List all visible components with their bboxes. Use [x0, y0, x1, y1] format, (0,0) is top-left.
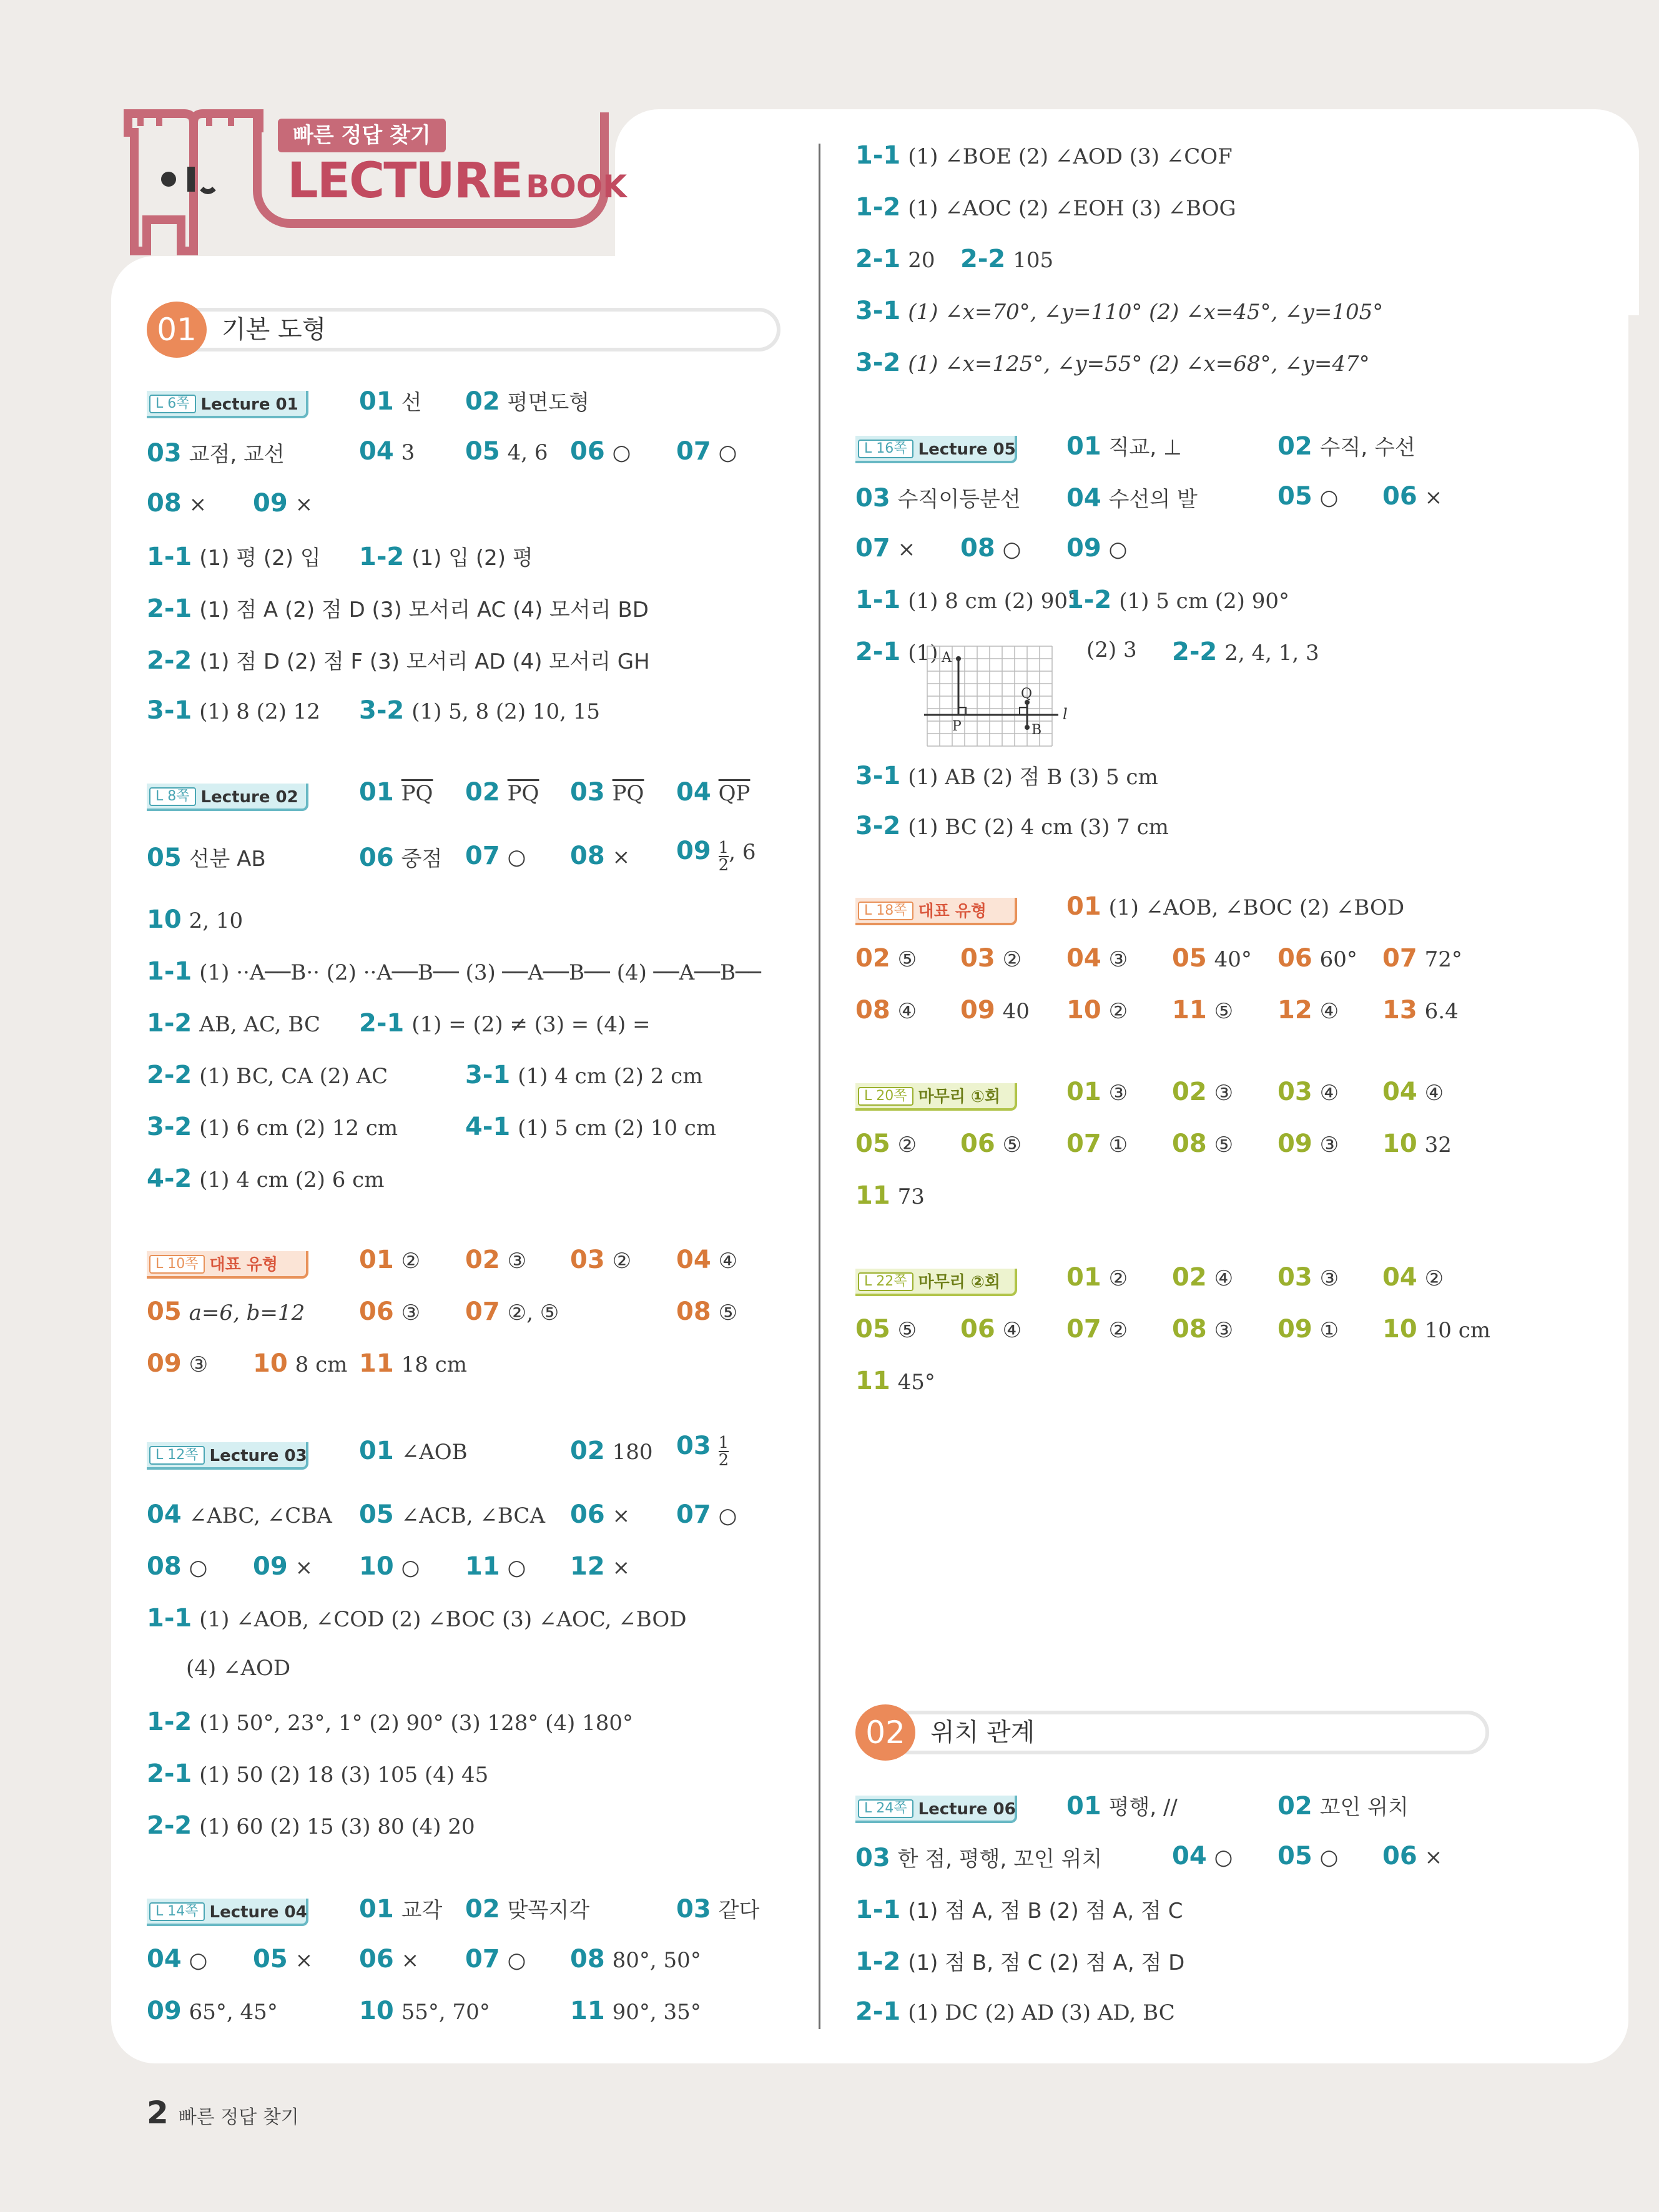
answer-item: 2-1 (1) = (2) ≠ (3) = (4) =: [359, 1009, 651, 1038]
answer-item: 05 40°: [1172, 944, 1252, 973]
answer-item: 09 ③: [147, 1349, 209, 1378]
answer-item: 01 평행, //: [1066, 1792, 1178, 1821]
answer-item: 01 (1) ∠AOB, ∠BOC (2) ∠BOD: [1066, 892, 1405, 921]
answer-item: 10 32: [1382, 1129, 1452, 1158]
answer-item: 1-2 (1) 점 B, 점 C (2) 점 A, 점 D: [855, 1947, 1185, 1976]
lecture-03-tag: [147, 1442, 308, 1470]
answer-item: 05 선분 AB: [147, 843, 266, 872]
answer-item: 08 ④: [855, 996, 917, 1025]
answer-item: 10 55°, 70°: [359, 1997, 490, 2025]
answer-item: 01 ③: [1066, 1078, 1128, 1106]
answer-item: 06 ○: [570, 437, 631, 466]
answer-item: 05 ⑤: [855, 1315, 917, 1344]
answer-item: 4-2 (1) 4 cm (2) 6 cm: [147, 1164, 385, 1193]
answer-item: 08 ○: [960, 534, 1021, 563]
answer-item: 4-1 (1) 5 cm (2) 10 cm: [465, 1113, 717, 1141]
answer-item: 2-1 (1): [855, 637, 938, 666]
lecture-06-tag: [855, 1796, 1017, 1823]
answer-item: 09 40: [960, 996, 1030, 1025]
answer-item: 08 ○: [147, 1552, 208, 1581]
answer-item: 05 ○: [1277, 1842, 1339, 1870]
page-ref: L 16쪽: [858, 440, 913, 458]
answer-item: 05 ×: [253, 1945, 313, 1974]
answer-item: 03 한 점, 평행, 꼬인 위치: [855, 1844, 1103, 1872]
answer-item: 10 2, 10: [147, 905, 244, 934]
answer-item: 3-2 (1) BC (2) 4 cm (3) 7 cm: [855, 812, 1169, 840]
answer-item: 01 ②: [359, 1246, 421, 1274]
answer-item: 09 ③: [1277, 1129, 1339, 1158]
answer-item: (4) ∠AOD: [186, 1656, 291, 1681]
tag-label: 대표 유형: [209, 1256, 278, 1274]
tag-label: 마무리 ②회: [918, 1273, 1001, 1292]
page-ref: L 6쪽: [149, 395, 196, 413]
answer-item: 04 ②: [1382, 1263, 1444, 1292]
answer-item: 07 ①: [1066, 1129, 1128, 1158]
answer-item: 3-2 (1) 6 cm (2) 12 cm: [147, 1113, 398, 1141]
answer-item: 02 ③: [465, 1246, 527, 1274]
book-mascot-icon: [122, 107, 265, 257]
answer-item: 04 ∠ABC, ∠CBA: [147, 1500, 332, 1529]
page-ref: L 14쪽: [149, 1902, 205, 1921]
tag-label: Lecture 06: [918, 1800, 1016, 1819]
answer-item: 07 ×: [855, 534, 916, 563]
answer-item: 10 ○: [359, 1552, 420, 1581]
answer-item: 06 ×: [570, 1500, 631, 1529]
answer-item: 13 6.4: [1382, 996, 1459, 1025]
answer-item: 1-1 (1) 8 cm (2) 90°: [855, 586, 1078, 614]
chapter-title: 기본 도형: [222, 315, 327, 344]
answer-item: 03 교점, 교선: [147, 439, 285, 468]
answer-item: 2-2 105: [960, 245, 1054, 273]
tag-label: Lecture 01: [200, 395, 298, 414]
lecture-01-tag: [147, 391, 308, 418]
answer-item: 08 ⑤: [1172, 1129, 1234, 1158]
answer-item: 01 선: [359, 387, 422, 416]
lecture-05-tag: [855, 436, 1017, 463]
answer-item: 1-1 (1) 평 (2) 입: [147, 543, 321, 571]
chapter-02-heading: [855, 1704, 1489, 1761]
answer-item: 2-2 (1) 60 (2) 15 (3) 80 (4) 20: [147, 1811, 475, 1840]
tag-label: 대표 유형: [918, 902, 987, 921]
page-ref: L 20쪽: [858, 1087, 913, 1106]
answer-item: 02 맞꼭지각: [465, 1895, 590, 1924]
grid-diagram: [924, 643, 1080, 752]
fraction: $\frac{1}{2}$: [718, 838, 729, 875]
answer-item: 04 $\overline{QP}$: [676, 778, 751, 807]
answer-item: 06 ⑤: [960, 1129, 1022, 1158]
answer-item: 11 ○: [465, 1552, 526, 1581]
answer-item: 03 ③: [1277, 1263, 1339, 1292]
logo-title-sub: BOOK: [526, 169, 627, 205]
answer-item: 11 ⑤: [1172, 996, 1234, 1025]
answer-item: 03 수직이등분선: [855, 484, 1021, 513]
review-1-tag: [855, 1083, 1017, 1111]
chapter-number: 02: [855, 1704, 915, 1761]
answer-item: 2-1 (1) DC (2) AD (3) AD, BC: [855, 1997, 1175, 2026]
answer-item: 02 수직, 수선: [1277, 432, 1415, 461]
answer-item: 07 ○: [465, 1945, 526, 1974]
tag-label: Lecture 05: [918, 440, 1016, 459]
answer-item: 1-1 (1) ··A──B·· (2) ··A──B── (3) ──A──B── (4) ──A──B──: [147, 957, 762, 986]
answer-item: 11 73: [855, 1181, 925, 1210]
chapter-01-heading: [147, 302, 780, 358]
page-ref: L 24쪽: [858, 1799, 913, 1818]
answer-item: 07 ②, ⑤: [465, 1297, 559, 1326]
answer-item: 3-1 (1) ∠x=70°, ∠y=110° (2) ∠x=45°, ∠y=105°: [855, 297, 1384, 325]
answer-item: 11 18 cm: [359, 1349, 468, 1378]
answer-item: 04 ○: [1172, 1842, 1233, 1870]
answer-item: 1-2 (1) 50°, 23°, 1° (2) 90° (3) 128° (4) 180°: [147, 1708, 634, 1736]
answer-item: 2-1 (1) 점 A (2) 점 D (3) 모서리 AC (4) 모서리 BD: [147, 594, 649, 623]
answer-item: 10 ②: [1066, 996, 1128, 1025]
answer-item: 1-1 (1) ∠BOE (2) ∠AOD (3) ∠COF: [855, 141, 1233, 170]
answer-item: 06 ×: [1382, 1842, 1443, 1870]
point-q-label: Q: [1021, 686, 1033, 702]
logo-title-main: LECTURE: [287, 153, 523, 209]
answer-item: 04 ③: [1066, 944, 1128, 973]
answer-item: 07 ②: [1066, 1315, 1128, 1344]
answer-item: 3-2 (1) ∠x=125°, ∠y=55° (2) ∠x=68°, ∠y=47°: [855, 348, 1370, 377]
page-ref: L 8쪽: [149, 787, 196, 806]
answer-item: 09 ×: [253, 489, 313, 518]
answer-item: 10 10 cm: [1382, 1315, 1491, 1344]
answer-item: 02 ③: [1172, 1078, 1234, 1106]
answer-item: 08 80°, 50°: [570, 1945, 701, 1974]
answer-item: 2-1 20: [855, 245, 935, 273]
answer-item: 12 ×: [570, 1552, 631, 1581]
answer-item: 08 ③: [1172, 1315, 1234, 1344]
answer-item: 01 ②: [1066, 1263, 1128, 1292]
answer-item: 01 교각: [359, 1895, 443, 1924]
answer-item: 05 a=6, b=12: [147, 1297, 305, 1326]
column-divider: [819, 144, 820, 2029]
answer-item: 3-2 (1) 5, 8 (2) 10, 15: [359, 696, 601, 725]
tag-label: 마무리 ①회: [918, 1088, 1001, 1106]
answer-item: 1-2 (1) 입 (2) 평: [359, 543, 533, 571]
answer-item: 09 ①: [1277, 1315, 1339, 1344]
answer-item: 05 ②: [855, 1129, 917, 1158]
page-ref: L 22쪽: [858, 1272, 913, 1291]
answer-item: 06 60°: [1277, 944, 1357, 973]
point-p-label: P: [952, 719, 962, 734]
representative-18-tag: [855, 898, 1017, 925]
page-ref: L 10쪽: [149, 1255, 205, 1274]
answer-item: 08 ×: [570, 842, 631, 870]
fraction: $\frac{1}{2}$: [718, 1433, 729, 1470]
answer-item: 1-1 (1) 점 A, 점 B (2) 점 A, 점 C: [855, 1895, 1183, 1924]
page-ref: L 12쪽: [149, 1446, 205, 1465]
answer-item: 07 ○: [676, 1500, 737, 1529]
answer-item: 06 ×: [359, 1945, 420, 1974]
answer-item: 09 ○: [1066, 534, 1128, 563]
answer-item: 07 ○: [465, 842, 526, 870]
page-footer: [147, 2095, 299, 2131]
answer-item: 04 ④: [1382, 1078, 1444, 1106]
answer-item: 02 ④: [1172, 1263, 1234, 1292]
logo-tag: 빠른 정답 찾기: [278, 119, 446, 152]
answer-item: 02 180: [570, 1437, 653, 1465]
lecture-04-tag: [147, 1899, 308, 1926]
answer-item: 01 $\overline{PQ}$: [359, 778, 433, 807]
answer-item: 09 ×: [253, 1552, 313, 1581]
answer-item: 11 45°: [855, 1367, 935, 1395]
tag-label: Lecture 03: [209, 1447, 307, 1465]
answer-item: 10 8 cm: [253, 1349, 348, 1378]
answer-item: (2) 3: [1086, 637, 1137, 662]
answer-item: 03 ②: [960, 944, 1022, 973]
answer-item: 3-1 (1) 8 (2) 12: [147, 696, 320, 725]
answer-item: 05 ∠ACB, ∠BCA: [359, 1500, 546, 1529]
answer-item: 04 수선의 발: [1066, 484, 1198, 513]
answer-item: 06 ×: [1382, 482, 1443, 511]
answer-item: 09 $\frac{1}{2}$ , 6: [676, 837, 756, 875]
answer-item: 06 ④: [960, 1315, 1022, 1344]
answer-item: 06 중점: [359, 843, 443, 872]
answer-item: 04 ○: [147, 1945, 208, 1974]
answer-item: 1-2 (1) ∠AOC (2) ∠EOH (3) ∠BOG: [855, 193, 1236, 222]
point-b-label: B: [1031, 722, 1042, 738]
answer-item: 1-2 AB, AC, BC: [147, 1009, 321, 1038]
answer-item: 01 직교, ⊥: [1066, 432, 1182, 461]
answer-item: 3-1 (1) 4 cm (2) 2 cm: [465, 1061, 703, 1089]
answer-item: 2-2 2, 4, 1, 3: [1172, 637, 1319, 666]
answer-item: 07 72°: [1382, 944, 1462, 973]
line-l-label: l: [1063, 705, 1068, 723]
answer-item: 03 ④: [1277, 1078, 1339, 1106]
answer-item: 05 ○: [1277, 482, 1339, 511]
answer-item: 11 90°, 35°: [570, 1997, 701, 2025]
representative-10-tag: [147, 1251, 308, 1279]
answer-item: 3-1 (1) AB (2) 점 B (3) 5 cm: [855, 762, 1158, 790]
answer-item: 05 4, 6: [465, 437, 548, 466]
answer-item: 2-2 (1) BC, CA (2) AC: [147, 1061, 388, 1089]
answer-item: 03 ②: [570, 1246, 632, 1274]
answer-item: 1-2 (1) 5 cm (2) 90°: [1066, 586, 1289, 614]
answer-item: 04 ④: [676, 1246, 738, 1274]
answer-item: 02 $\overline{PQ}$: [465, 778, 539, 807]
answer-item: 2-1 (1) 50 (2) 18 (3) 105 (4) 45: [147, 1759, 489, 1788]
point-a-label: A: [942, 650, 952, 666]
lecture-02-tag: [147, 784, 308, 811]
chapter-title: 위치 관계: [930, 1718, 1035, 1747]
answer-item: 01 ∠AOB: [359, 1437, 468, 1465]
answer-item: 03 $\overline{PQ}$: [570, 778, 644, 807]
footer-title: 빠른 정답 찾기: [178, 2106, 299, 2128]
tag-label: Lecture 02: [200, 788, 298, 807]
answer-item: 12 ④: [1277, 996, 1339, 1025]
answer-item: 03 같다: [676, 1895, 760, 1924]
answer-item: 1-1 (1) ∠AOB, ∠COD (2) ∠BOC (3) ∠AOC, ∠BOD: [147, 1604, 687, 1633]
answer-item: 08 ×: [147, 489, 207, 518]
answer-item: 06 ③: [359, 1297, 421, 1326]
logo-title: [287, 153, 627, 209]
answer-item: 02 ⑤: [855, 944, 917, 973]
answer-item: 07 ○: [676, 437, 737, 466]
tag-label: Lecture 04: [209, 1903, 307, 1922]
answer-item: 09 65°, 45°: [147, 1997, 278, 2025]
answer-item: 08 ⑤: [676, 1297, 738, 1326]
answer-item: 03 $\frac{1}{2}$: [676, 1432, 729, 1470]
page-ref: L 18쪽: [858, 902, 913, 920]
answer-item: 02 꼬인 위치: [1277, 1792, 1409, 1821]
answer-item: 04 3: [359, 437, 415, 466]
answer-item: 2-2 (1) 점 D (2) 점 F (3) 모서리 AD (4) 모서리 GH: [147, 646, 650, 675]
page-number: 2: [147, 2095, 169, 2131]
chapter-number: 01: [147, 302, 207, 358]
answer-item: 02 평면도형: [465, 387, 590, 416]
review-2-tag: [855, 1269, 1017, 1296]
